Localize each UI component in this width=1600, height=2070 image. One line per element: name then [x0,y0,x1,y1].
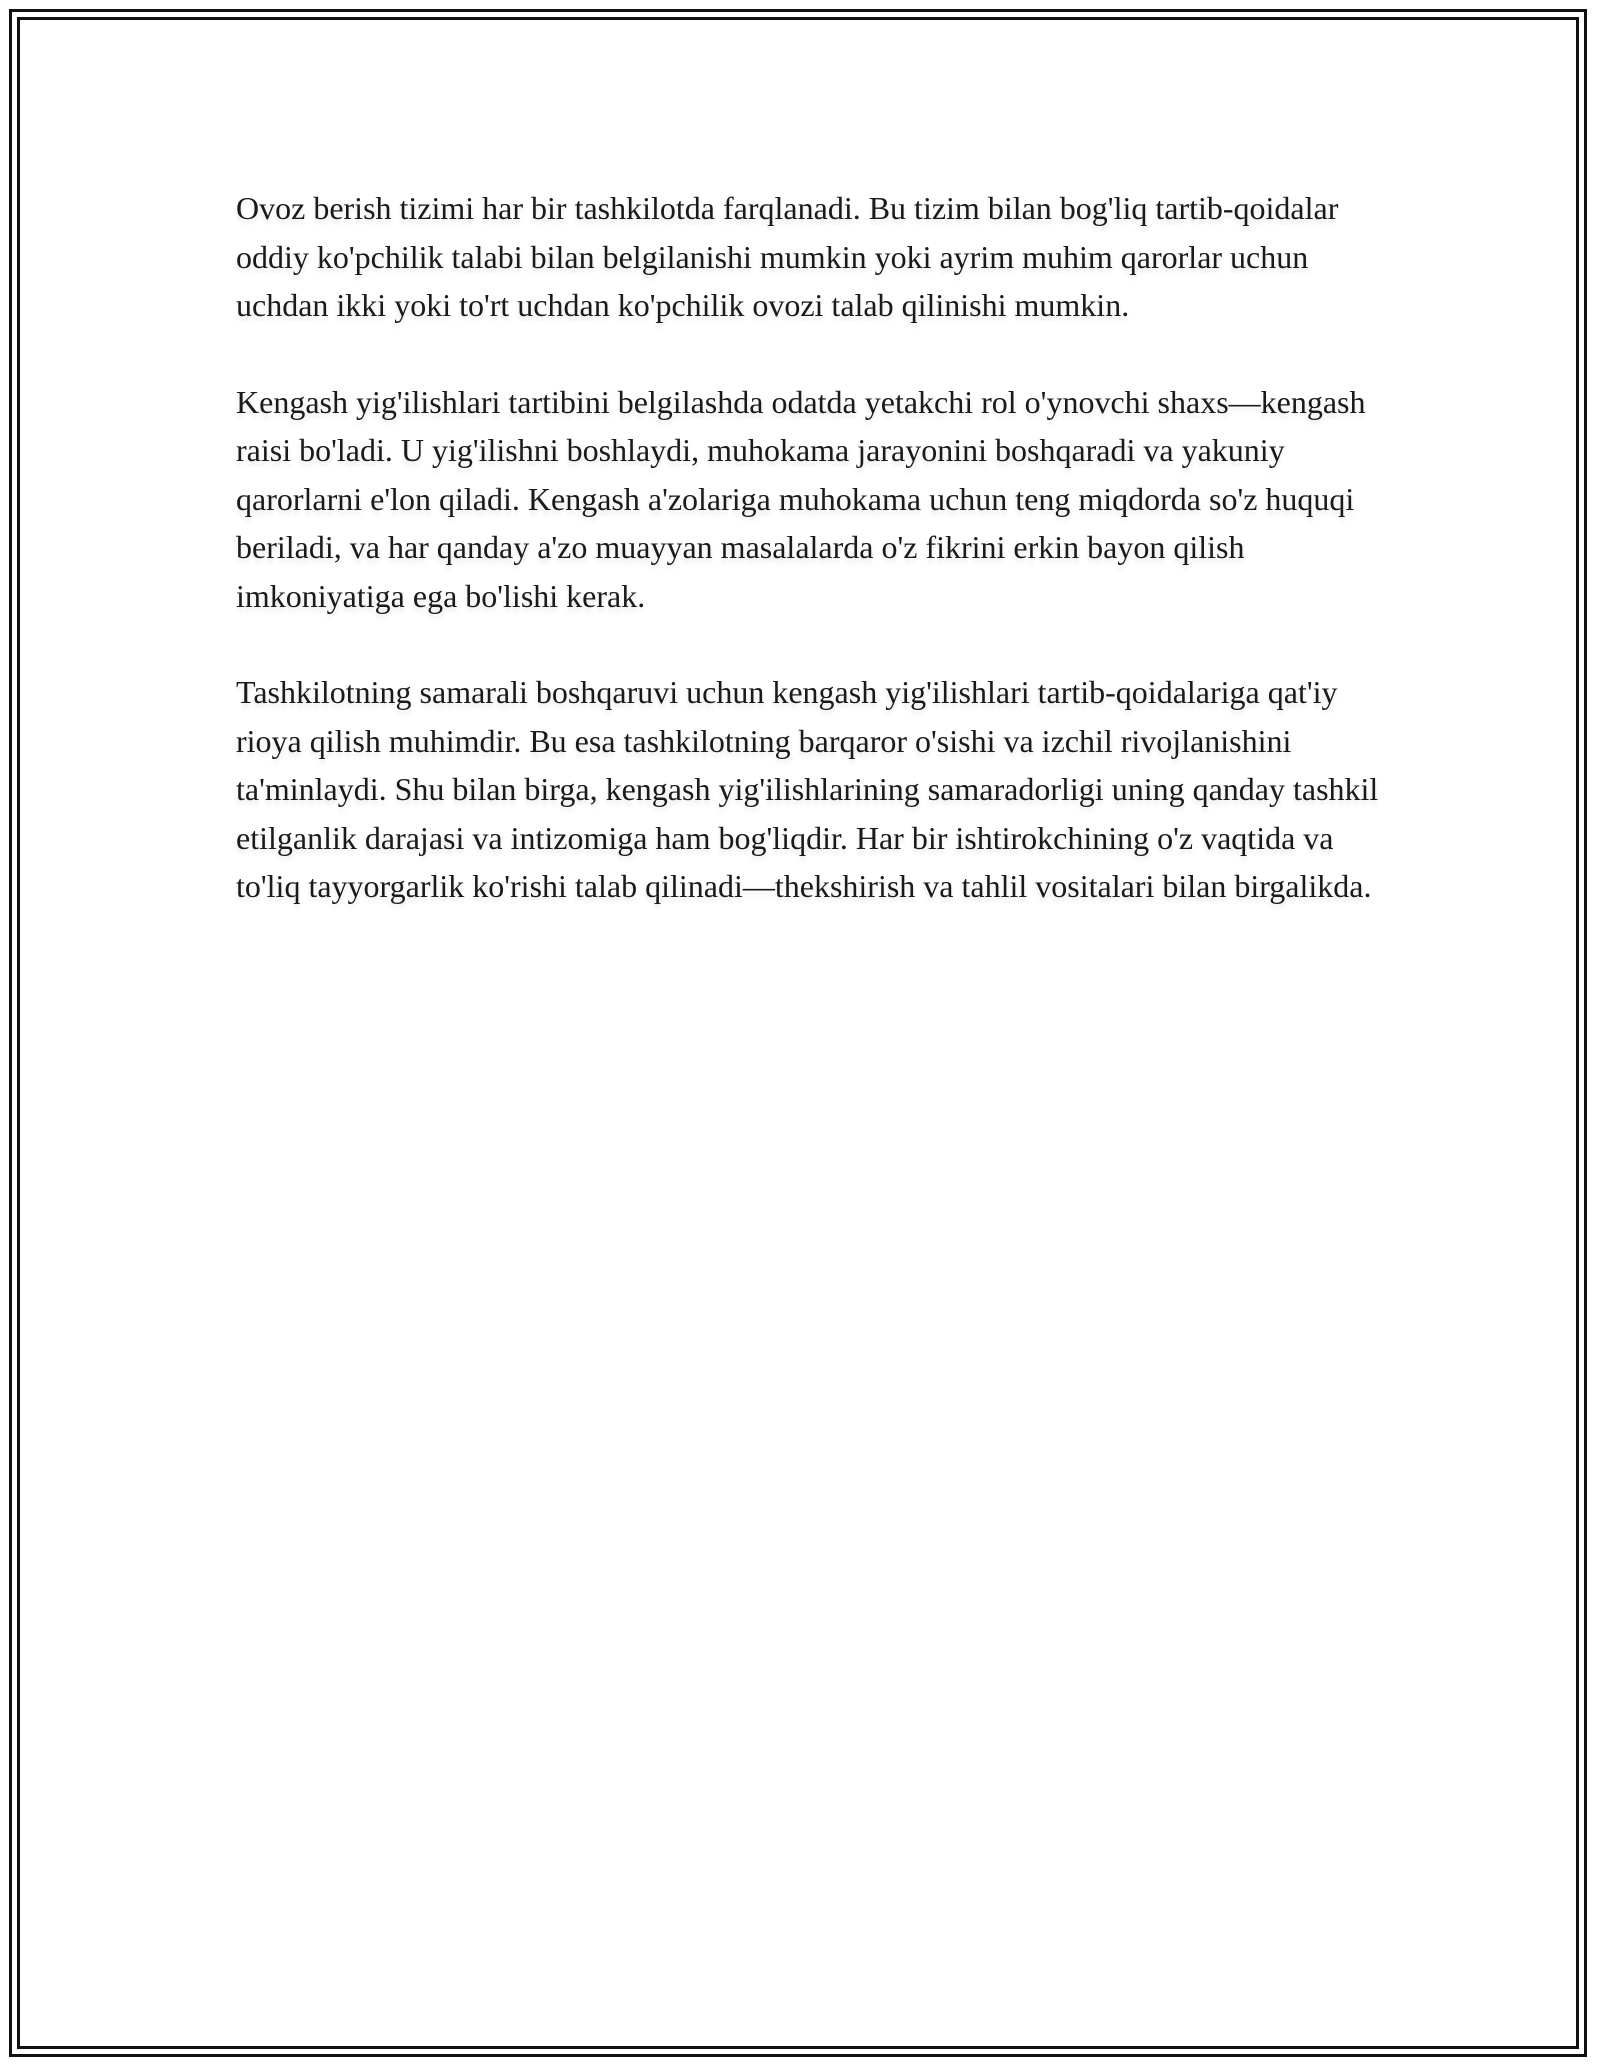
document-body [236,184,1386,959]
paragraph-governance-discipline: Tashkilotning samarali boshqaruvi uchun kengash yig'ilishlari tartib-qoidalariga qat'iy rioya qilish muhimdir. Bu esa tashkilotning barqaror o'sishi va izchil rivojlanishini ta'minlaydi. Shu bilan birga, kengash yig'ilishlarining samaradorligi uning qanday tashkil etilganlik darajasi va intizomiga ham bog'liqdir. Har bir ishtirokchining o'z vaqtida va to'liq tayyorgarlik ko'rishi talab qilinadi—thekshirish va tahlil vositalari bilan birgalikda. [236,674,1379,904]
paragraph-council-chair: Kengash yig'ilishlari tartibini belgilashda odatda yetakchi rol o'ynovchi shaxs—kengash raisi bo'ladi. U yig'ilishni boshlaydi, muhokama jarayonini boshqaradi va yakuniy qarorlarni e'lon qiladi. Kengash a'zolariga muhokama uchun teng miqdorda so'z huquqi beriladi, va har qanday a'zo muayyan masalalarda o'z fikrini erkin bayon qilish imkoniyatiga ega bo'lishi kerak. [236,383,1366,614]
paragraph-voting-system: Ovoz berish tizimi har bir tashkilotda farqlanadi. Bu tizim bilan bog'liq tartib-qoidalar oddiy ko'pchilik talabi bilan belgilanishi mumkin yoki ayrim muhim qarorlar uchun uchdan ikki yoki to'rt uchdan ko'pchilik ovozi talab qilinishi mumkin. [236,190,1339,323]
